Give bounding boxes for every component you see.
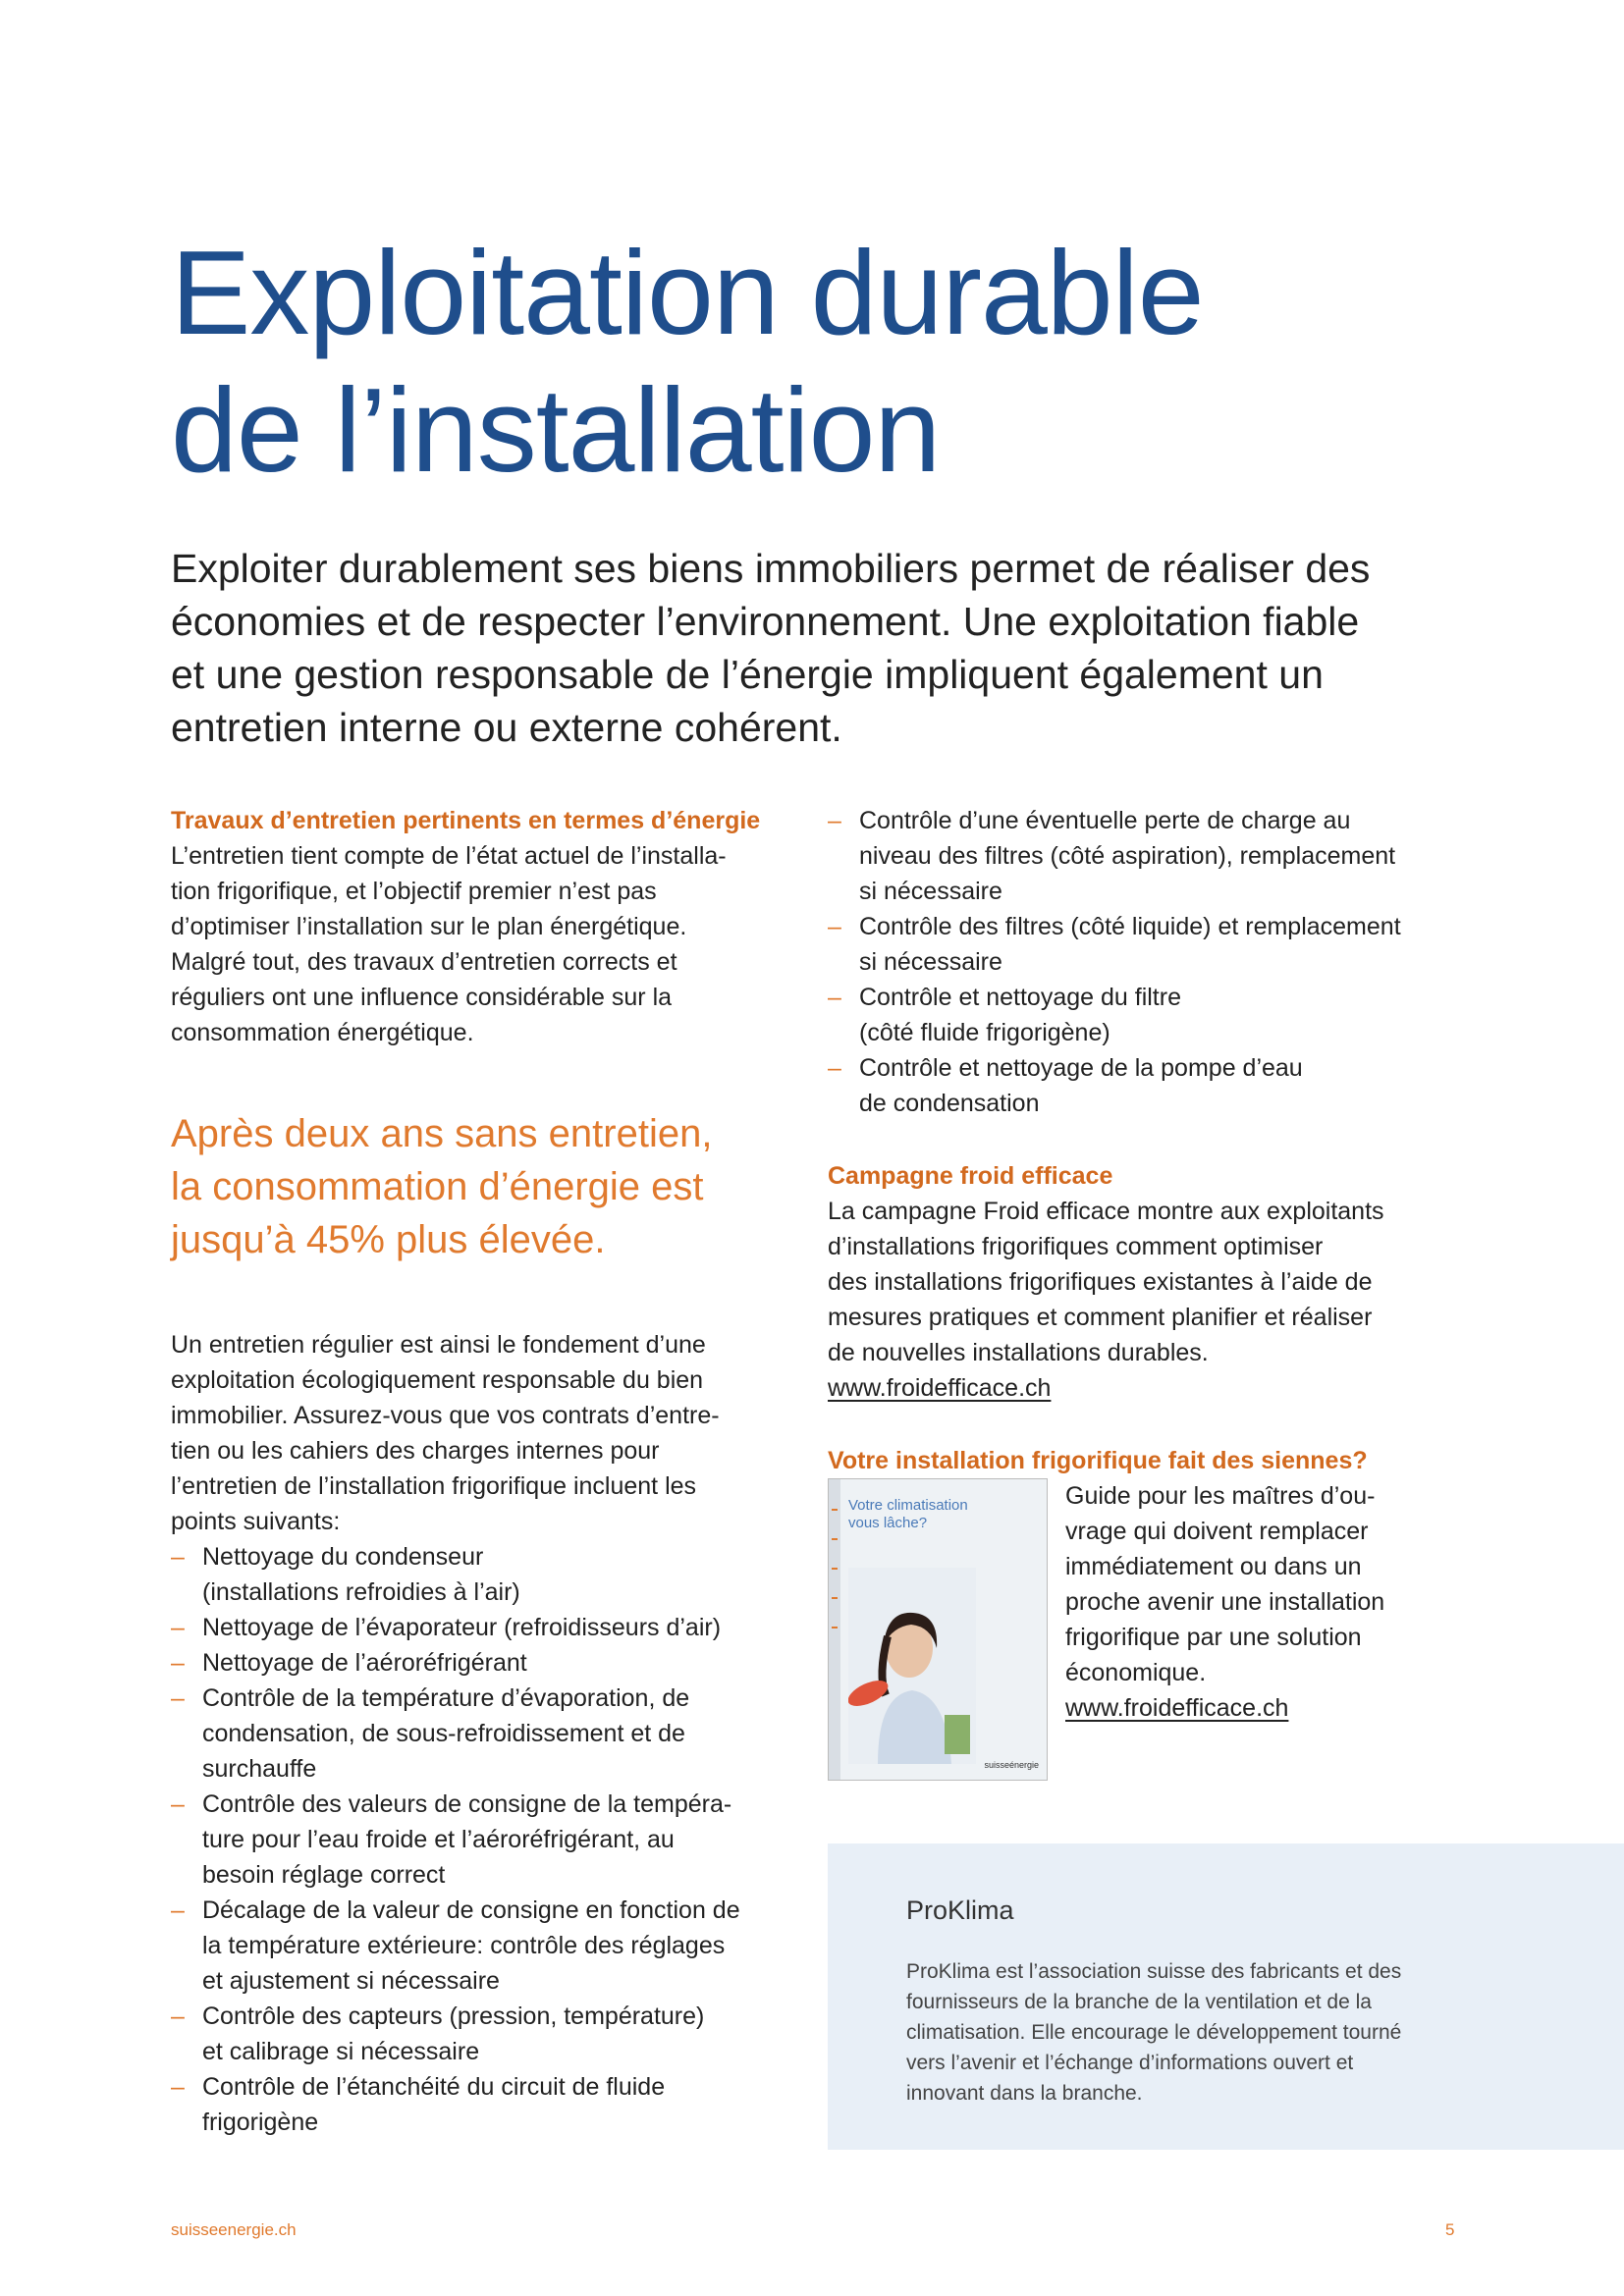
text-line: mesures pratiques et comment planifier et réaliser [828,1304,1373,1331]
brochure-cover[interactable] [828,1478,1048,1781]
text-line: fournisseurs de la branche de la ventilation et de la [906,1991,1372,2013]
text-line: climatisation. Elle encourage le développement tourné [906,2021,1402,2044]
proklima-info-box [828,1843,1624,2150]
maintenance-list-continued [828,803,1476,1121]
title-line: de l’installation [171,363,941,497]
list-item: – Contrôle de l’étanchéité du circuit de fluide frigorigène [171,2069,809,2140]
maintenance-paragraph [171,1327,809,1539]
highlight-quote [171,1107,809,1266]
guide-block [828,1478,1476,1783]
campaign-heading: Campagne froid efficace [828,1162,1113,1190]
list-item: – Décalage de la valeur de consigne en fonction de la température extérieure: contrôle des réglages et ajustement si nécessaire [171,1893,809,1999]
text-line: de nouvelles installations durables. [828,1339,1209,1366]
lead-line: économies et de respecter l’environnement. Une exploitation fiable [171,599,1360,644]
dash-bullet: – [171,1790,185,1818]
list-item: – Contrôle des capteurs (pression, température) et calibrage si nécessaire [171,1999,809,2069]
page-number: 5 [1445,2220,1455,2239]
lead-line: Exploiter durablement ses biens immobiliers permet de réaliser des [171,546,1371,591]
title-line: Exploitation durable [171,226,1204,359]
list-item: – Nettoyage de l’évaporateur (refroidisseurs d’air) [171,1610,809,1645]
maintenance-heading: Travaux d’entretien pertinents en termes d’énergie [171,807,761,834]
dash-bullet: – [171,2073,185,2101]
list-item: – Contrôle des valeurs de consigne de la tempéra- ture pour l’eau froide et l’aéroréfrigérant, au besoin réglage correct [171,1787,809,1893]
dash-bullet: – [828,913,841,940]
text-line: réguliers ont une influence considérable sur la [171,984,673,1011]
quote-line: Après deux ans sans entretien, [171,1112,713,1155]
text-line: d’installations frigorifiques comment optimiser [828,1233,1324,1260]
text-line: consommation énergétique. [171,1019,474,1046]
lead-paragraph [171,542,1477,754]
quote-line: la consommation d’énergie est [171,1165,704,1208]
brochure-logo: suisseénergie [984,1760,1039,1770]
woman-fan-illustration [848,1568,976,1764]
list-item: – Nettoyage de l’aéroréfrigérant [171,1645,809,1681]
info-box-text [906,1956,1401,2109]
brochure-spine [829,1479,840,1780]
text-line: immédiatement ou dans un [1065,1553,1362,1580]
brochure-title: Votre climatisation vous lâche? [848,1497,968,1531]
list-item: – Contrôle et nettoyage du filtre (côté fluide frigorigène) [828,980,1476,1050]
list-item: – Contrôle des filtres (côté liquide) et remplacement si nécessaire [828,909,1476,980]
right-column [828,803,1476,1783]
text-line: L’entretien tient compte de l’état actuel de l’installa- [171,842,727,870]
text-line: l’entretien de l’installation frigorifique incluent les [171,1472,697,1500]
text-line: Un entretien régulier est ainsi le fondement d’une [171,1331,706,1359]
lead-line: entretien interne ou externe cohérent. [171,705,842,750]
quote-line: jusqu’à 45% plus élevée. [171,1218,606,1261]
page-title [171,224,1204,499]
text-line: tien ou les cahiers des charges internes pour [171,1437,660,1465]
dash-bullet: – [828,807,841,834]
dash-bullet: – [171,1614,185,1641]
dash-bullet: – [171,1896,185,1924]
text-line: vers l’avenir et l’échange d’informations ouvert et [906,2052,1354,2074]
text-line: vrage qui doivent remplacer [1065,1518,1369,1545]
info-box-title: ProKlima [906,1896,1014,1925]
dash-bullet: – [171,2002,185,2030]
lead-line: et une gestion responsable de l’énergie impliquent également un [171,652,1324,697]
text-line: des installations frigorifiques existantes à l’aide de [828,1268,1373,1296]
guide-description [1065,1478,1384,1690]
left-column [171,803,809,2140]
text-line: exploitation écologiquement responsable du bien [171,1366,704,1394]
text-line: innovant dans la branche. [906,2082,1143,2105]
text-line: tion frigorifique, et l’objectif premier n’est pas [171,878,657,905]
text-line: économique. [1065,1659,1207,1686]
campaign-text [828,1194,1476,1370]
maintenance-intro [171,838,809,1050]
dash-bullet: – [171,1543,185,1571]
text-line: immobilier. Assurez-vous que vos contrats d’entre- [171,1402,720,1429]
dash-bullet: – [171,1684,185,1712]
guide-text [1065,1478,1384,1726]
text-line: Guide pour les maîtres d’ou- [1065,1482,1376,1510]
text-line: proche avenir une installation [1065,1588,1385,1616]
dash-bullet: – [171,1649,185,1677]
list-item: – Contrôle de la température d’évaporation, de condensation, de sous-refroidissement et de surchauffe [171,1681,809,1787]
text-line: frigorifique par une solution [1065,1624,1362,1651]
dash-bullet: – [828,1054,841,1082]
text-line: points suivants: [171,1508,341,1535]
text-line: La campagne Froid efficace montre aux exploitants [828,1198,1384,1225]
campaign-link[interactable]: www.froidefficace.ch [828,1374,1052,1402]
text-line: Malgré tout, des travaux d’entretien corrects et [171,948,677,976]
list-item: – Nettoyage du condenseur (installations refroidies à l’air) [171,1539,809,1610]
dash-bullet: – [828,984,841,1011]
text-line: ProKlima est l’association suisse des fabricants et des [906,1960,1402,1983]
guide-link[interactable]: www.froidefficace.ch [1065,1694,1289,1722]
text-line: d’optimiser l’installation sur le plan énergétique. [171,913,687,940]
footer-site-link[interactable]: suisseenergie.ch [171,2220,297,2239]
list-item: – Contrôle et nettoyage de la pompe d’eau de condensation [828,1050,1476,1121]
list-item: – Contrôle d’une éventuelle perte de charge au niveau des filtres (côté aspiration), remplacement si nécessaire [828,803,1476,909]
maintenance-list [171,1539,809,2140]
guide-heading: Votre installation frigorifique fait des siennes? [828,1447,1368,1474]
